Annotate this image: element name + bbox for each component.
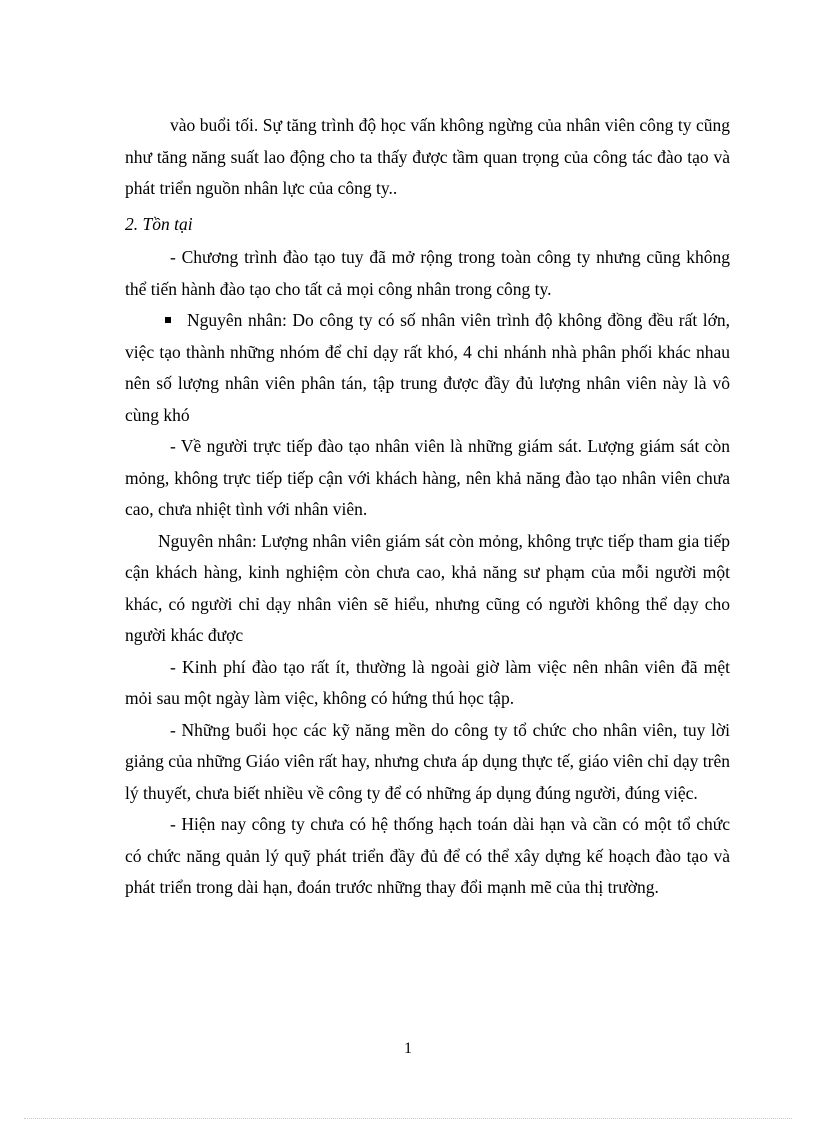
square-bullet-icon [165, 317, 171, 323]
paragraph-dash-3: - Kinh phí đào tạo rất ít, thường là ngoài giờ làm việc nên nhân viên đã mệt mỏi sau một ngày làm việc, không có hứng thú học tập. [125, 656, 730, 708]
paragraph-dash-2: - Về người trực tiếp đào tạo nhân viên là những giám sát. Lượng giám sát còn mỏng, không trực tiếp tiếp cận với khách hàng, nên khả năng đào tạo nhân viên chưa cao, chưa nhiệt tình với nhân viên. [125, 436, 730, 519]
section-heading: 2. Tồn tại [125, 213, 193, 234]
paragraph-dash-5: - Hiện nay công ty chưa có hệ thống hạch toán dài hạn và cần có một tổ chức có chức năng quản lý quỹ phát triển đầy đủ để có thể xây dựng kế hoạch đào tạo và phát triển trong dài hạn, đoán trước những thay đổi mạnh mẽ của thị trường. [125, 814, 730, 897]
bullet-paragraph [125, 305, 730, 431]
document-body [125, 110, 730, 904]
paragraph-dash-4: - Những buổi học các kỹ năng mền do công ty tổ chức cho nhân viên, tuy lời giảng của những Giáo viên rất hay, nhưng chưa áp dụng thực tế, giáo viên chỉ dạy trên lý thuyết, chưa biết nhiều về công ty để có những áp dụng đúng người, đúng việc. [125, 719, 730, 803]
bullet-paragraph-text: Nguyên nhân: Do công ty có số nhân viên trình độ không đồng đều rất lớn, việc tạo thành những nhóm để chỉ dạy rất khó, 4 chi nhánh nhà phân phối khác nhau nên số lượng nhân viên phân tán, tập trung được đầy đủ lượng nhân viên này là vô cùng khó [125, 310, 730, 425]
page-number: 1 [404, 1040, 412, 1057]
page-bottom-divider [24, 1118, 792, 1119]
paragraph-dash-1: - Chương trình đào tạo tuy đã mở rộng trong toàn công ty nhưng cũng không thể tiến hành đào tạo cho tất cả mọi công nhân trong công ty. [125, 247, 730, 299]
paragraph-continuation: vào buổi tối. Sự tăng trình độ học vấn không ngừng của nhân viên công ty cũng như tăng năng suất lao động cho ta thấy được tầm quan trọng của công tác đào tạo và phát triển nguồn nhân lực của công ty.. [125, 115, 730, 198]
paragraph-cause: Nguyên nhân: Lượng nhân viên giám sát còn mỏng, không trực tiếp tham gia tiếp cận khách hàng, kinh nghiệm còn chưa cao, khả năng sư phạm của mỗi người một khác, có người chỉ dạy nhân viên sẽ hiểu, nhưng cũng có người không thể dạy cho người khác được [125, 530, 730, 645]
